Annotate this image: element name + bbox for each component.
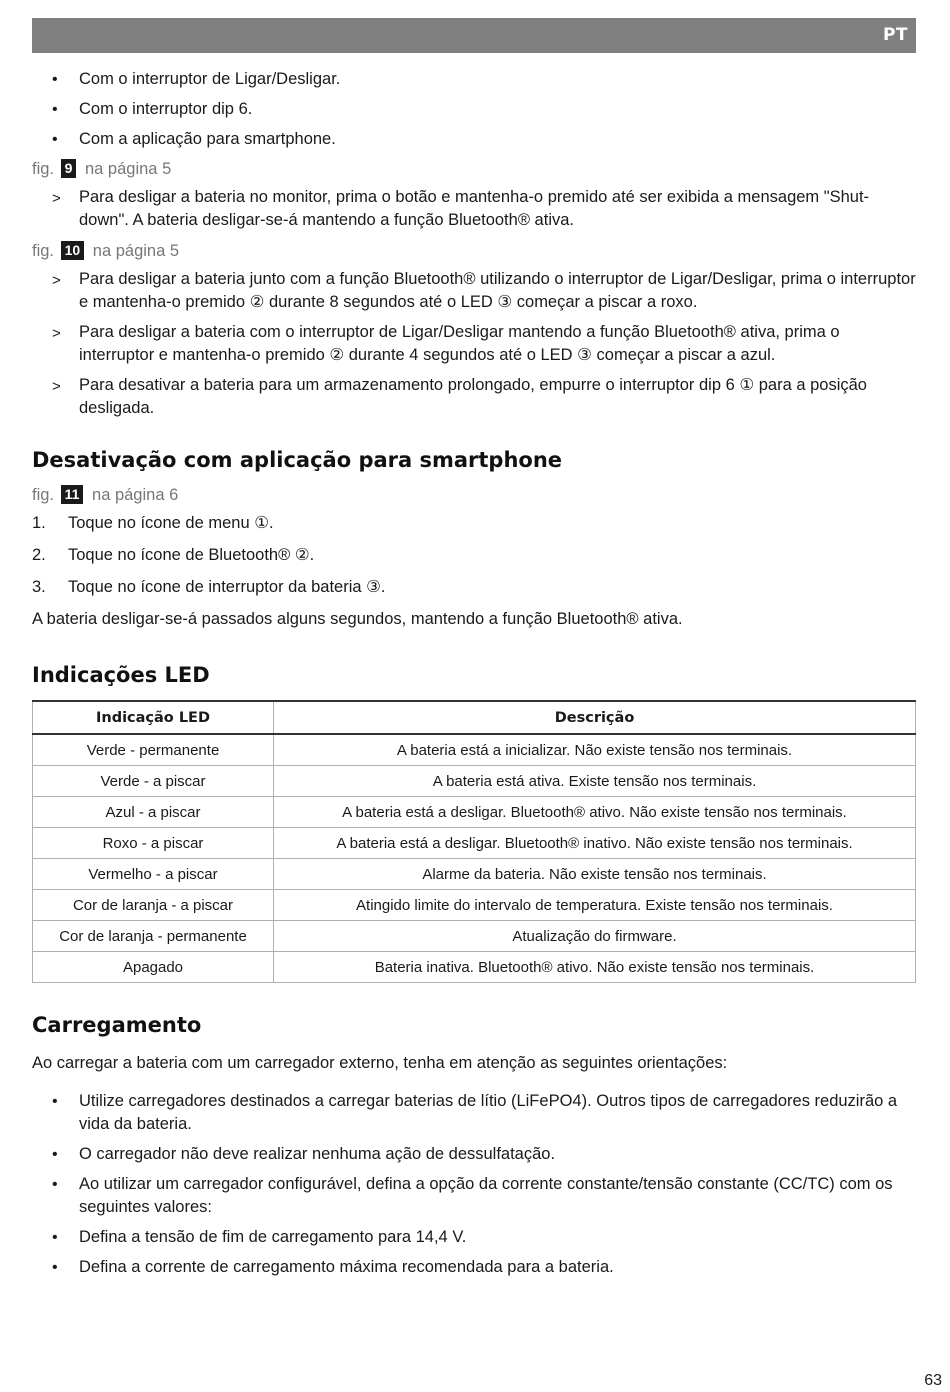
table-cell: Apagado [33,952,274,983]
column-header: Indicação LED [33,701,274,734]
table-cell: Verde - permanente [33,734,274,766]
section-title-app: Desativação com aplicação para smartphone [32,448,563,472]
figure-reference-9 [32,158,916,181]
figure-reference-11 [32,484,916,507]
table-row [33,734,916,766]
fig-prefix: fig. [32,160,55,178]
list-item [32,576,916,599]
arrow-icon: > [52,272,61,289]
list-item: • Utilize carregadores destinados a carregar baterias de lítio (LiFePO4). Outros tipos de carregadores reduzirão a vida da bateria. [32,1090,916,1136]
table-row [33,797,916,828]
fig-number-badge: 10 [61,241,85,260]
table-cell: A bateria está ativa. Existe tensão nos terminais. [274,766,916,797]
table-row [33,859,916,890]
list-item: • Defina a tensão de fim de carregamento para 14,4 V. [32,1226,916,1249]
fig-page-ref: na página 6 [92,486,179,504]
header-bar [32,18,916,53]
fig-prefix: fig. [32,486,55,504]
list-item [32,268,916,314]
list-item: • Com o interruptor dip 6. [32,98,916,121]
fig-number-badge: 11 [61,485,84,504]
table-row [33,828,916,859]
list-item [32,321,916,367]
charge-intro: Ao carregar a bateria com um carregador externo, tenha em atenção as seguintes orientações: [32,1054,728,1072]
list-item: • Ao utilizar um carregador configurável, defina a opção da corrente constante/tensão constante (CC/TC) com os seguintes valores: [32,1173,916,1219]
arrow-icon: > [52,325,61,342]
table-row [33,890,916,921]
arrow-icon: > [52,378,61,395]
table-cell: Atingido limite do intervalo de temperatura. Existe tensão nos terminais. [274,890,916,921]
list-item [32,544,916,567]
step-number: 2. [32,546,46,564]
list-item: • O carregador não deve realizar nenhuma ação de dessulfatação. [32,1143,916,1166]
table-cell: Bateria inativa. Bluetooth® ativo. Não existe tensão nos terminais. [274,952,916,983]
steps-list-fig10 [32,268,916,420]
table-cell: Alarme da bateria. Não existe tensão nos terminais. [274,859,916,890]
table-row [33,921,916,952]
table-cell: Cor de laranja - permanente [33,921,274,952]
table-cell: Roxo - a piscar [33,828,274,859]
table-cell: A bateria está a desligar. Bluetooth® ativo. Não existe tensão nos terminais. [274,797,916,828]
language-label: PT [882,25,908,45]
step-text: Toque no ícone de menu ①. [68,514,274,532]
step-text: Para desligar a bateria no monitor, prima o botão e mantenha-o premido até ser exibida a mensagem "Shut-down". A bateria desligar-se-á mantendo a função Bluetooth® ativa. [79,188,870,229]
step-text: Para desativar a bateria para um armazenamento prolongado, empurre o interruptor dip 6 ① para a posição desligada. [79,376,867,417]
section-title-led: Indicações LED [32,663,210,687]
list-item [32,186,916,232]
page-number: 63 [924,1372,942,1389]
step-text: Para desligar a bateria com o interruptor de Ligar/Desligar mantendo a função Bluetooth® ativa, prima o interruptor e mantenha-o premido ② durante 4 segundos até o LED ③ começar a piscar a azul. [79,323,840,364]
column-header: Descrição [274,701,916,734]
table-cell: Azul - a piscar [33,797,274,828]
steps-list-fig9 [32,186,916,232]
fig-prefix: fig. [32,242,55,260]
table-header-row [33,701,916,734]
table-cell: Vermelho - a piscar [33,859,274,890]
step-text: Para desligar a bateria junto com a função Bluetooth® utilizando o interruptor de Ligar/Desligar, prima o interruptor e mantenha-o premido ② durante 8 segundos até o LED ③ começar a piscar a roxo. [79,270,916,311]
charge-bullet-list [32,1090,916,1279]
list-item: • Com o interruptor de Ligar/Desligar. [32,68,916,91]
step-text: Toque no ícone de Bluetooth® ②. [68,546,315,564]
table-row [33,952,916,983]
table-cell: Verde - a piscar [33,766,274,797]
arrow-icon: > [52,190,61,207]
fig-page-ref: na página 5 [85,160,172,178]
table-cell: A bateria está a desligar. Bluetooth® inativo. Não existe tensão nos terminais. [274,828,916,859]
fig-page-ref: na página 5 [92,242,180,260]
list-item: • Com a aplicação para smartphone. [32,128,916,151]
step-number: 1. [32,514,46,532]
list-item [32,374,916,420]
fig-number-badge: 9 [61,159,77,178]
led-table [32,700,916,983]
figure-reference-10 [32,240,916,263]
app-steps-list [32,512,916,599]
list-item [32,512,916,535]
step-text: Toque no ícone de interruptor da bateria ③. [68,578,386,596]
page-content [32,68,916,1286]
table-cell: Atualização do firmware. [274,921,916,952]
table-cell: Cor de laranja - a piscar [33,890,274,921]
table-row [33,766,916,797]
table-cell: A bateria está a inicializar. Não existe tensão nos terminais. [274,734,916,766]
app-note: A bateria desligar-se-á passados alguns segundos, mantendo a função Bluetooth® ativa. [32,610,683,628]
section-title-charge: Carregamento [32,1013,202,1037]
list-item: • Defina a corrente de carregamento máxima recomendada para a bateria. [32,1256,916,1279]
step-number: 3. [32,578,46,596]
intro-bullet-list [32,68,916,151]
